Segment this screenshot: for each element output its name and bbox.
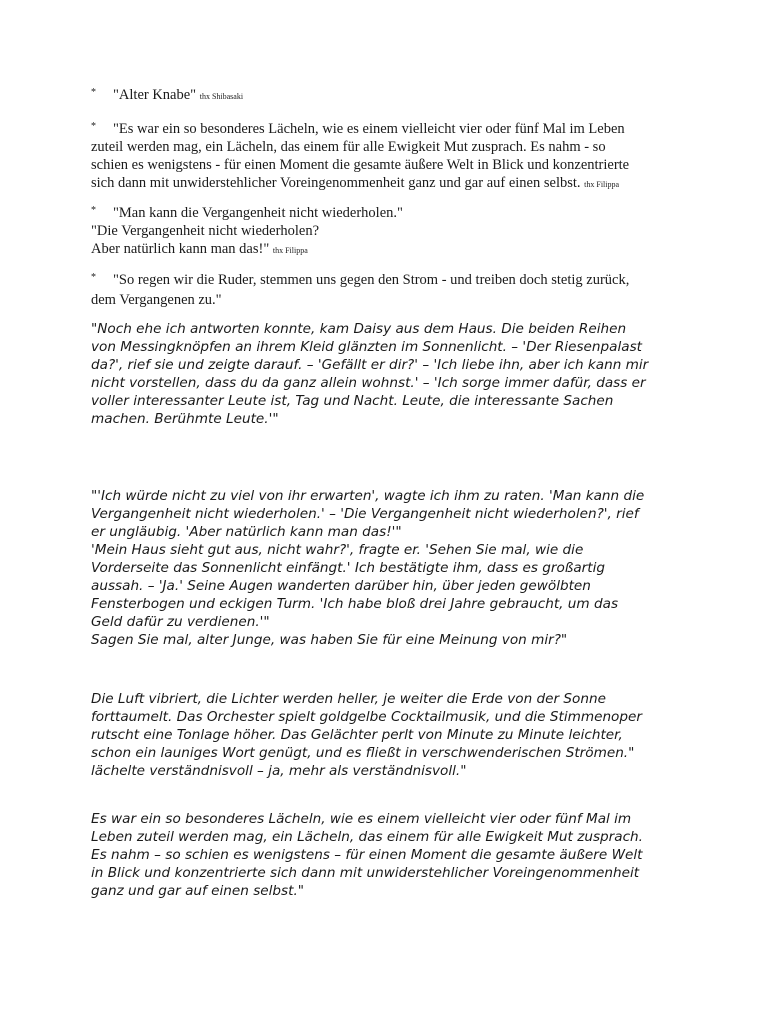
passage-line: "'Ich würde nicht zu viel von ihr erwarten', wagte ich ihm zu raten. 'Man kann die bbox=[91, 488, 645, 504]
quote-line: "Es war ein so besonderes Lächeln, wie es einem vielleicht vier oder fünf Mal im Leben bbox=[113, 121, 625, 137]
passage-line: Vergangenheit nicht wiederholen.' – 'Die Vergangenheit nicht wiederholen?', rief bbox=[91, 506, 639, 522]
passage-line: Vorderseite das Sonnenlicht einfängt.' Ich bestätigte ihm, dass es großartig bbox=[91, 560, 606, 576]
credit-text: thx Filippa bbox=[272, 246, 308, 255]
quote-line: Aber natürlich kann man das!" bbox=[91, 241, 270, 257]
quote-ruder bbox=[91, 271, 691, 309]
passage-line: Es nahm – so schien es wenigstens – für einen Moment die gesamte äußere Welt bbox=[91, 847, 643, 863]
passage-line: 'Mein Haus sieht gut aus, nicht wahr?', fragte er. 'Sehen Sie mal, wie die bbox=[91, 542, 584, 558]
quote-line: schien es wenigstens - für einen Moment die gesamte äußere Welt in Blick und konzentrierte bbox=[91, 157, 630, 173]
quote-alter-knabe bbox=[91, 86, 691, 106]
passage-laecheln bbox=[91, 810, 691, 900]
quote-laecheln bbox=[91, 120, 691, 194]
passage-line: von Messingknöpfen an ihrem Kleid glänzten im Sonnenlicht. – 'Der Riesenpalast bbox=[91, 339, 642, 355]
passage-line: rutscht eine Tonlage höher. Das Gelächter perlt von Minute zu Minute leichter, bbox=[91, 727, 623, 743]
bullet-marker: * bbox=[91, 272, 96, 283]
bullet-marker: * bbox=[91, 87, 96, 98]
quote-line: "Alter Knabe" bbox=[113, 87, 197, 103]
passage-line: nicht vorstellen, dass du da ganz allein wohnst.' – 'Ich sorge immer dafür, dass er bbox=[91, 375, 646, 391]
passage-luft bbox=[91, 690, 691, 780]
quote-line: "So regen wir die Ruder, stemmen uns gegen den Strom - und treiben doch stetig zurück, bbox=[113, 272, 630, 288]
passage-line: aussah. – 'Ja.' Seine Augen wanderten darüber hin, über jeden gewölbten bbox=[91, 578, 591, 594]
passage-line: ganz und gar auf einen selbst." bbox=[91, 883, 305, 899]
passage-line: schon ein launiges Wort genügt, und es fließt in verschwenderischen Strömen." bbox=[91, 745, 635, 761]
bullet-marker: * bbox=[91, 205, 96, 216]
passage-haus bbox=[91, 487, 691, 649]
passage-line: Leben zuteil werden mag, ein Lächeln, das einem für alle Ewigkeit Mut zusprach. bbox=[91, 829, 643, 845]
quote-vergangenheit bbox=[91, 204, 691, 260]
quote-line: "Die Vergangenheit nicht wiederholen? bbox=[91, 223, 320, 239]
passage-line: forttaumelt. Das Orchester spielt goldgelbe Cocktailmusik, und die Stimmenoper bbox=[91, 709, 642, 725]
passage-line: Die Luft vibriert, die Lichter werden heller, je weiter die Erde von der Sonne bbox=[91, 691, 606, 707]
quote-line: sich dann mit unwiderstehlicher Voreingenommenheit ganz und gar auf einen selbst. bbox=[91, 175, 581, 191]
passage-line: Geld dafür zu verdienen.'" bbox=[91, 614, 270, 630]
passage-line: Es war ein so besonderes Lächeln, wie es einem vielleicht vier oder fünf Mal im bbox=[91, 811, 632, 827]
passage-line: Fensterbogen und eckigen Turm. 'Ich habe bloß drei Jahre gebraucht, um das bbox=[91, 596, 619, 612]
quote-line: zuteil werden mag, ein Lächeln, das einem für alle Ewigkeit Mut zusprach. Es nahm - so bbox=[91, 139, 606, 155]
passage-daisy bbox=[91, 320, 691, 428]
bullet-marker: * bbox=[91, 121, 96, 132]
passage-line: da?', rief sie und zeigte darauf. – 'Gefällt er dir?' – 'Ich liebe ihn, aber ich kann mir bbox=[91, 357, 649, 373]
passage-line: "Noch ehe ich antworten konnte, kam Daisy aus dem Haus. Die beiden Reihen bbox=[91, 321, 627, 337]
passage-line: voller interessanter Leute ist, Tag und Nacht. Leute, die interessante Sachen bbox=[91, 393, 614, 409]
quote-line: "Man kann die Vergangenheit nicht wiederholen." bbox=[113, 205, 403, 221]
passage-line: er ungläubig. 'Aber natürlich kann man das!'" bbox=[91, 524, 402, 540]
credit-text: thx Filippa bbox=[584, 180, 620, 189]
passage-line: lächelte verständnisvoll – ja, mehr als verständnisvoll." bbox=[91, 763, 467, 779]
passage-line: machen. Berühmte Leute.'" bbox=[91, 411, 279, 427]
passage-line: Sagen Sie mal, alter Junge, was haben Sie für eine Meinung von mir?" bbox=[91, 632, 568, 648]
passage-line: in Blick und konzentrierte sich dann mit unwiderstehlicher Voreingenommenheit bbox=[91, 865, 640, 881]
credit-text: thx Shibasaki bbox=[199, 92, 244, 101]
quote-line: dem Vergangenen zu." bbox=[91, 292, 222, 308]
